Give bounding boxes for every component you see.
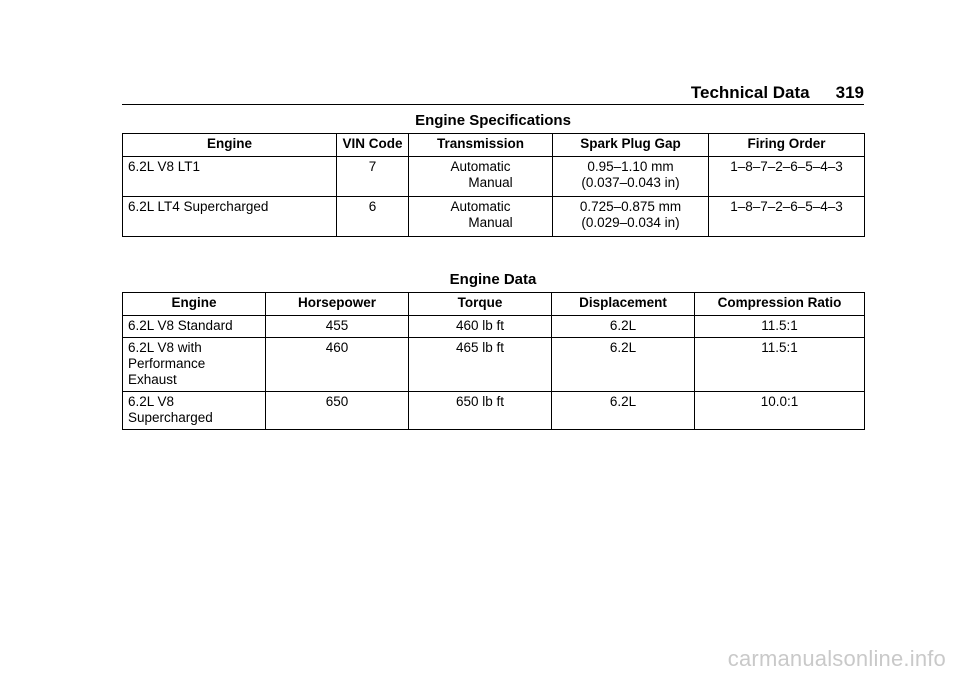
firing-order-cell: 1–8–7–2–6–5–4–3	[709, 157, 865, 197]
horsepower-cell: 455	[266, 316, 409, 338]
firing-order-cell: 1–8–7–2–6–5–4–3	[709, 197, 865, 237]
engine-specifications-table	[122, 133, 865, 237]
vin-code-cell: 7	[337, 157, 409, 197]
engine-cell: 6.2L LT4 Supercharged	[123, 197, 337, 237]
column-header: Engine	[123, 134, 337, 157]
engine-cell	[123, 338, 266, 392]
compression-ratio-cell: 11.5:1	[695, 338, 865, 392]
engine-data-table	[122, 292, 865, 430]
header-title	[691, 83, 864, 103]
column-header: Torque	[409, 293, 552, 316]
column-header: Firing Order	[709, 134, 865, 157]
column-header: Spark Plug Gap	[553, 134, 709, 157]
transmission-line: Manual	[468, 175, 513, 190]
compression-ratio-cell: 11.5:1	[695, 316, 865, 338]
column-header: Engine	[123, 293, 266, 316]
spark-plug-gap-metric: 0.725–0.875 mm	[579, 199, 682, 214]
engine-line: 6.2L V8 Standard	[128, 318, 233, 333]
compression-ratio-cell: 10.0:1	[695, 392, 865, 430]
column-header: Compression Ratio	[695, 293, 865, 316]
torque-cell: 460 lb ft	[409, 316, 552, 338]
page-number: 319	[835, 83, 864, 102]
spark-plug-gap-metric: 0.95–1.10 mm	[587, 159, 674, 174]
spark-plug-gap-imperial: (0.037–0.043 in)	[581, 175, 680, 190]
table-header-row	[123, 293, 865, 316]
engine-line: Performance	[128, 356, 206, 371]
column-header: Horsepower	[266, 293, 409, 316]
displacement-cell: 6.2L	[552, 338, 695, 392]
engine-cell	[123, 316, 266, 338]
torque-cell: 650 lb ft	[409, 392, 552, 430]
engine-line: Exhaust	[128, 372, 177, 387]
transmission-cell	[409, 157, 553, 197]
page-header	[122, 80, 864, 105]
horsepower-cell: 650	[266, 392, 409, 430]
engine-data-title: Engine Data	[449, 271, 537, 288]
header-section-title: Technical Data	[690, 83, 810, 102]
engine-cell	[123, 392, 266, 430]
engine-line: 6.2L V8	[128, 394, 175, 409]
engine-cell: 6.2L V8 LT1	[123, 157, 337, 197]
table-row	[123, 197, 865, 237]
transmission-cell	[409, 197, 553, 237]
table-row	[123, 338, 865, 392]
spark-plug-gap-imperial: (0.029–0.034 in)	[581, 215, 680, 230]
transmission-line: Automatic	[450, 199, 511, 214]
watermark: carmanualsonline.info	[727, 646, 946, 671]
vin-code-cell: 6	[337, 197, 409, 237]
spark-plug-gap-cell	[553, 157, 709, 197]
displacement-cell: 6.2L	[552, 392, 695, 430]
table-row	[123, 392, 865, 430]
column-header: Transmission	[409, 134, 553, 157]
transmission-line: Manual	[468, 215, 513, 230]
transmission-line: Automatic	[450, 159, 511, 174]
column-header: Displacement	[552, 293, 695, 316]
engine-specifications-title: Engine Specifications	[415, 112, 571, 129]
displacement-cell: 6.2L	[552, 316, 695, 338]
table-row	[123, 316, 865, 338]
table-row	[123, 157, 865, 197]
spark-plug-gap-cell	[553, 197, 709, 237]
torque-cell: 465 lb ft	[409, 338, 552, 392]
engine-line: 6.2L V8 with	[128, 340, 202, 355]
column-header: VIN Code	[337, 134, 409, 157]
table-header-row	[123, 134, 865, 157]
horsepower-cell: 460	[266, 338, 409, 392]
engine-line: Supercharged	[128, 410, 213, 425]
